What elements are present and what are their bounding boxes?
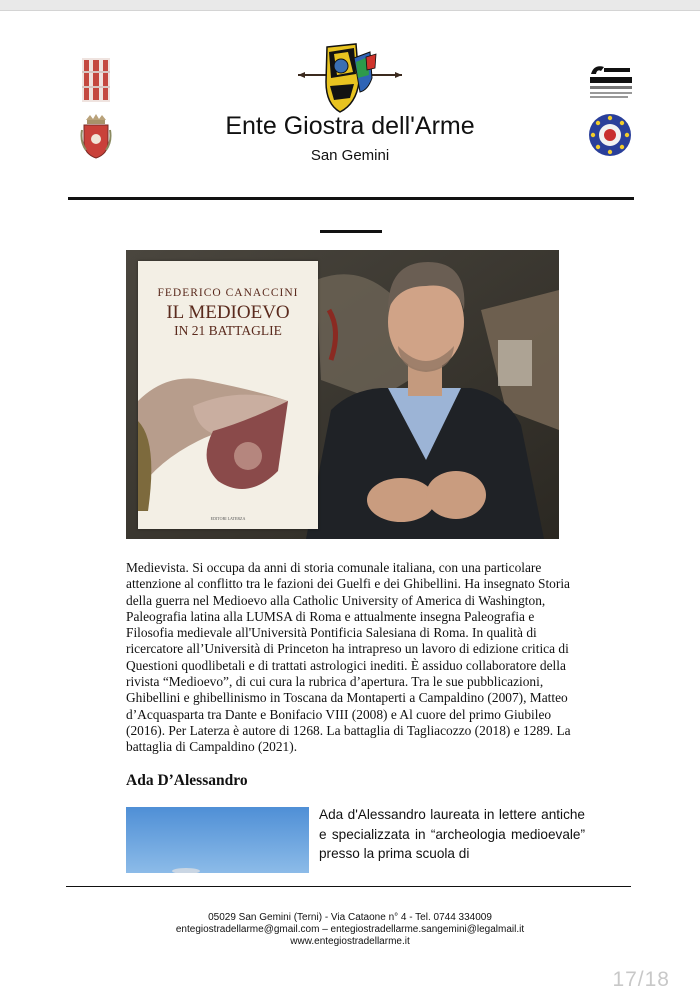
author-bio: Medievista. Si occupa da anni di storia comunale italiana, con una particolare attenzione al conflitto tra le fazioni dei Guelfi e dei Ghibellini. Ha insegnato Storia della guerra nel Medioevo alla Catholic University of America di Washington, Paleografia latina alla LUMSA di Roma e attualmente insegna Paleografia e Filosofia medievale all'Università Pontificia Salesiana di Roma. In qualità di ricercatore all’Università di Princeton ha intrapreso un lavoro di edizione critica di Questioni quodlibetali e di trattati astrologici inediti. È assiduo collaboratore della rivista “Medioevo”, di cui cura la rubrica d’apertura. Tra le sue pubblicazioni, Ghibellini e ghibellinismo in Toscana da Montaperti a Campaldino (2007), Matteo d’Acquasparta tra Dante e Bonifacio VIII (2008) e Al cuore del primo Giubileo (2016). Per Laterza è autore di 1268. La battaglia di Tagliacozzo (2018) e 1289. La battaglia di Campaldino (2021). [126,560,571,755]
page-indicator: 17/18 [612,968,670,991]
footer-divider [66,886,631,887]
author-photo [126,250,559,539]
book-cover [138,261,318,529]
footer-website: www.entegiostradellarme.it [290,936,410,947]
heraldic-banner-icon [82,58,110,102]
book-subtitle: IN 21 BATTAGLIE [174,323,282,338]
book-author: FEDERICO CANACCINI [157,287,299,299]
footer-emails: entegiostradellarme@gmail.com – entegiostradellarme.sangemini@legalmail.it [175,924,525,935]
section-heading: Ada D’Alessandro [126,772,248,789]
ada-photo [126,807,309,873]
fisg-federation-logo [588,62,634,102]
header-divider-short [320,230,382,233]
book-title: IL MEDIOEVO [166,302,290,323]
page-title: Ente Giostra dell'Arme [225,112,475,140]
book-publisher: EDITORI LATERZA [210,516,246,521]
page-subtitle: San Gemini [310,147,390,164]
footer-address: 05029 San Gemini (Terni) - Via Cataone n° 4 - Tel. 0744 334009 [208,912,492,923]
viewer-top-bar [0,0,700,11]
header-divider [68,197,634,200]
knight-coat-of-arms-logo [296,42,404,114]
section-text: Ada d'Alessandro laureata in lettere antiche e specializzata in “archeologia medioevale” presso la prima scuola di [319,807,585,861]
